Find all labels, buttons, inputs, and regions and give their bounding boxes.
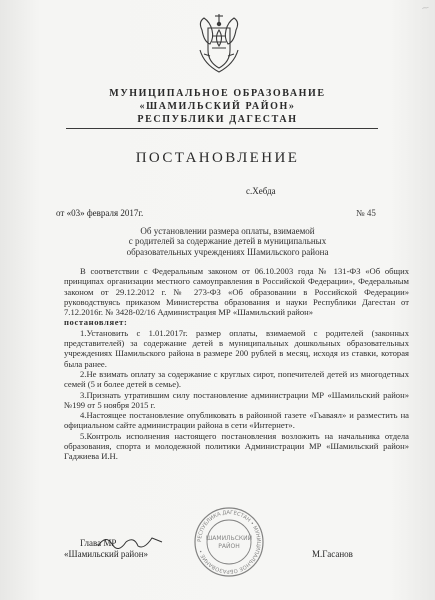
subject-line: образовательных учреждениях Шамильского района (126, 246, 329, 257)
decree-item-1: 1.Установить с 1.01.2017г. размер оплаты, взимаемой с родителей (законных представителей) за содержание детей в муниципальных дошкольных образовательных учреждениях Шамильского района в размере 200 рублей в месяц, исходя из ставки, которая была ранее. (64, 327, 409, 369)
signatory-title: Глава МР (80, 538, 117, 548)
document-subject (95, 226, 360, 257)
header-line-3: РЕСПУБЛИКИ ДАГЕСТАН (137, 114, 298, 125)
decree-label: постановляет: (64, 317, 128, 328)
decree-item-2: 2.Не взимать оплату за содержание с круглых сирот, попечителей детей из многодетных семей (5 и более детей в семье). (64, 368, 409, 390)
signatory-district: «Шамильский район» (64, 549, 149, 559)
document-number: № 45 (356, 208, 376, 218)
document-body (64, 266, 409, 462)
subject-line: с родителей за содержание детей в муниципальных (128, 236, 327, 247)
coat-of-arms-icon (190, 10, 248, 76)
scan-artifact: ⁓ (421, 3, 430, 13)
subject-line: Об установлении размера оплаты, взимаемой (140, 226, 315, 236)
document-title: ПОСТАНОВЛЕНИЕ (135, 150, 300, 166)
document-date: от «03» февраля 2017г. (56, 208, 144, 218)
stamp-center-line: РАЙОН (218, 543, 240, 550)
header-line-2: «ШАМИЛЬСКИЙ РАЙОН» (139, 101, 296, 112)
stamp-ring-text: РЕСПУБЛИКА ДАГЕСТАН • МУНИЦИПАЛЬНОЕ ОБРАЗОВАНИЕ • (196, 509, 262, 575)
signatory-name: М.Гасанов (312, 549, 353, 559)
preamble-paragraph: В соответствии с Федеральным законом от 06.10.2003 года № 131-ФЗ «Об общих принципах организации местного самоуправления в Российской Федерации», Федеральным законом от 29.12.2012 г. № 273-ФЗ «Об образовании в Российской Федерации» руководствуясь приказом Министерства образования и науки Республики Дагестан от 7.12.2016г. № 3428-02/16 Администрация МР «Шамильский район» (64, 266, 409, 318)
stamp-center-line: ШАМИЛЬСКИЙ (205, 535, 253, 542)
decree-item-5: 5.Контроль исполнения настоящего постановления возложить на начальника отдела образования, спорта и молодежной политики Администрации МР «Шамильский район» Гаджиева И.Н. (64, 430, 409, 462)
decree-item-4: 4.Настоящее постановление опубликовать в районной газете «Гьаваял» и разместить на официальном сайте администрации района в сети «Интернет». (64, 410, 409, 431)
decree-label-paragraph (64, 317, 409, 327)
header-divider (66, 128, 378, 129)
header-line-1: МУНИЦИПАЛЬНОЕ ОБРАЗОВАНИЕ (109, 88, 326, 99)
decree-item-3: 3.Признать утратившим силу постановление администрации МР «Шамильский район» №199 от 5 ноября 2015 г. (64, 389, 409, 410)
document-place: с.Хебда (246, 186, 276, 196)
official-stamp (192, 505, 266, 579)
